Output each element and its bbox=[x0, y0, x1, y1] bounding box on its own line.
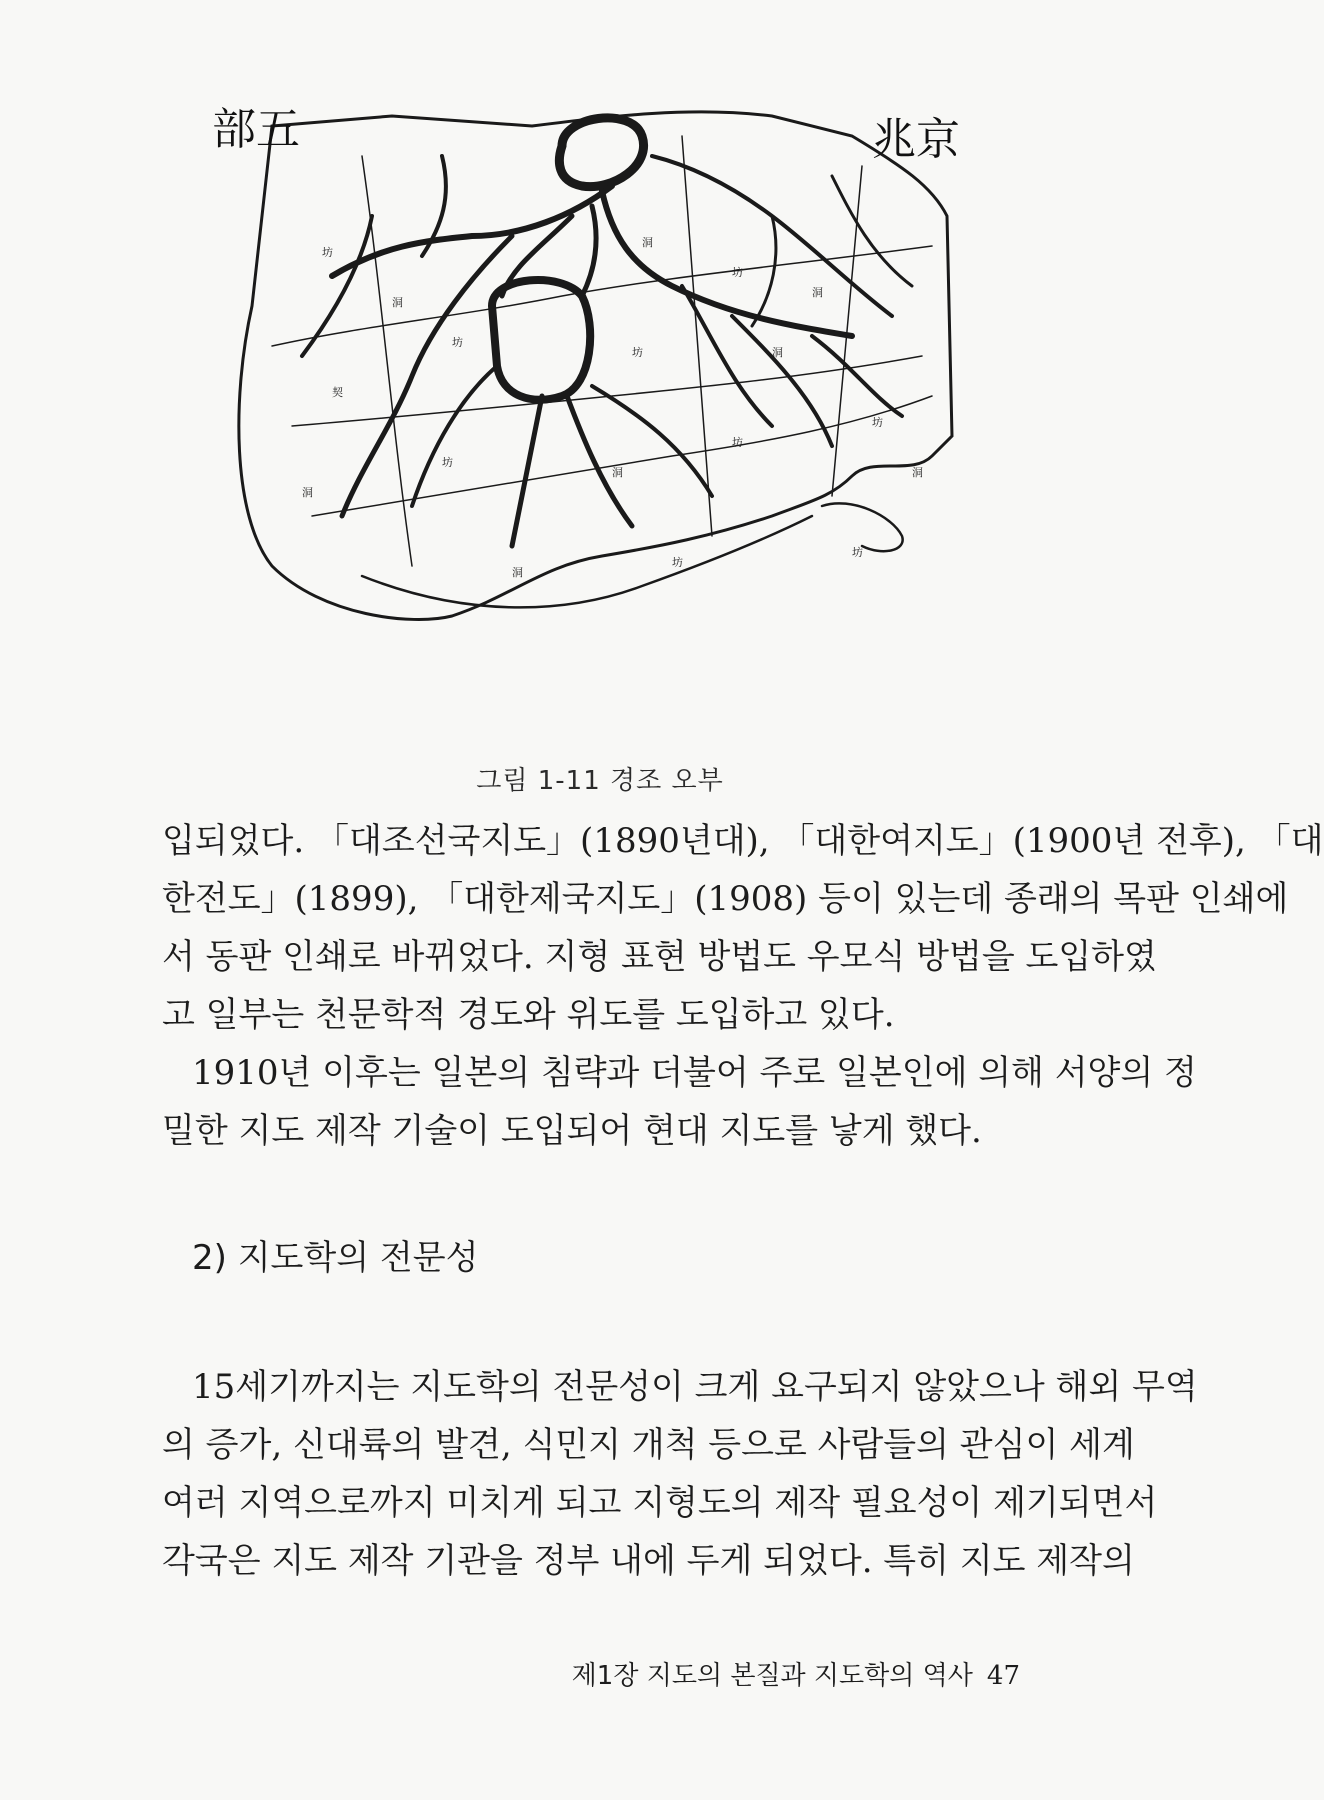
text-line: 1910년 이후는 일본의 침략과 더불어 주로 일본인에 의해 서양의 정 bbox=[192, 1053, 1197, 1093]
map-figure bbox=[212, 96, 972, 736]
paragraph-2-rest bbox=[162, 1102, 1042, 1160]
svg-text:坊: 坊 bbox=[632, 346, 643, 359]
map-label-left: 部五 bbox=[212, 104, 300, 155]
svg-text:洞: 洞 bbox=[642, 236, 653, 249]
svg-text:洞: 洞 bbox=[912, 466, 923, 479]
text-line: 여러 지역으로까지 미치게 되고 지형도의 제작 필요성이 제기되면서 bbox=[162, 1483, 1158, 1523]
page-number: 47 bbox=[986, 1661, 1020, 1691]
text-line: 입되었다. 「대조선국지도」(1890년대), 「대한여지도」(1900년 전후), 「대 bbox=[162, 821, 1324, 861]
svg-text:坊: 坊 bbox=[732, 436, 743, 449]
paragraph-2-first bbox=[192, 1044, 1197, 1102]
svg-text:洞: 洞 bbox=[772, 346, 783, 359]
text-line: 한전도」(1899), 「대한제국지도」(1908) 등이 있는데 종래의 목판 인쇄에 bbox=[162, 879, 1289, 919]
text-line: 의 증가, 신대륙의 발견, 식민지 개척 등으로 사람들의 관심이 세계 bbox=[162, 1425, 1135, 1465]
hanseong-map-illustration bbox=[212, 96, 972, 736]
svg-text:契: 契 bbox=[332, 386, 343, 399]
running-title: 제1장 지도의 본질과 지도학의 역사 bbox=[571, 1661, 973, 1691]
paragraph-1 bbox=[162, 812, 1324, 1044]
svg-text:坊: 坊 bbox=[852, 546, 863, 559]
svg-text:坊: 坊 bbox=[322, 246, 333, 259]
svg-text:坊: 坊 bbox=[452, 336, 463, 349]
svg-text:洞: 洞 bbox=[302, 486, 313, 499]
paragraph-3-first bbox=[192, 1358, 1198, 1416]
svg-text:坊: 坊 bbox=[732, 266, 743, 279]
text-line: 15세기까지는 지도학의 전문성이 크게 요구되지 않았으나 해외 무역 bbox=[192, 1367, 1198, 1407]
text-line: 밀한 지도 제작 기술이 도입되어 현대 지도를 낳게 했다. bbox=[162, 1111, 982, 1151]
svg-text:洞: 洞 bbox=[612, 466, 623, 479]
text-line: 각국은 지도 제작 기관을 정부 내에 두게 되었다. 특히 지도 제작의 bbox=[162, 1541, 1135, 1581]
svg-text:坊: 坊 bbox=[442, 456, 453, 469]
text-line: 서 동판 인쇄로 바뀌었다. 지형 표현 방법도 우모식 방법을 도입하였 bbox=[162, 937, 1157, 977]
svg-text:洞: 洞 bbox=[392, 296, 403, 309]
section-heading: 2) 지도학의 전문성 bbox=[192, 1238, 479, 1278]
svg-text:坊: 坊 bbox=[672, 556, 683, 569]
map-label-right: 兆京 bbox=[872, 114, 960, 165]
page-footer bbox=[572, 1655, 1020, 1692]
figure-caption: 그림 1-11 경조 오부 bbox=[476, 766, 724, 796]
svg-text:坊: 坊 bbox=[872, 416, 883, 429]
paragraph-3-rest bbox=[162, 1416, 1158, 1590]
svg-text:洞: 洞 bbox=[512, 566, 523, 579]
text-line: 고 일부는 천문학적 경도와 위도를 도입하고 있다. bbox=[162, 995, 895, 1035]
svg-text:洞: 洞 bbox=[812, 286, 823, 299]
